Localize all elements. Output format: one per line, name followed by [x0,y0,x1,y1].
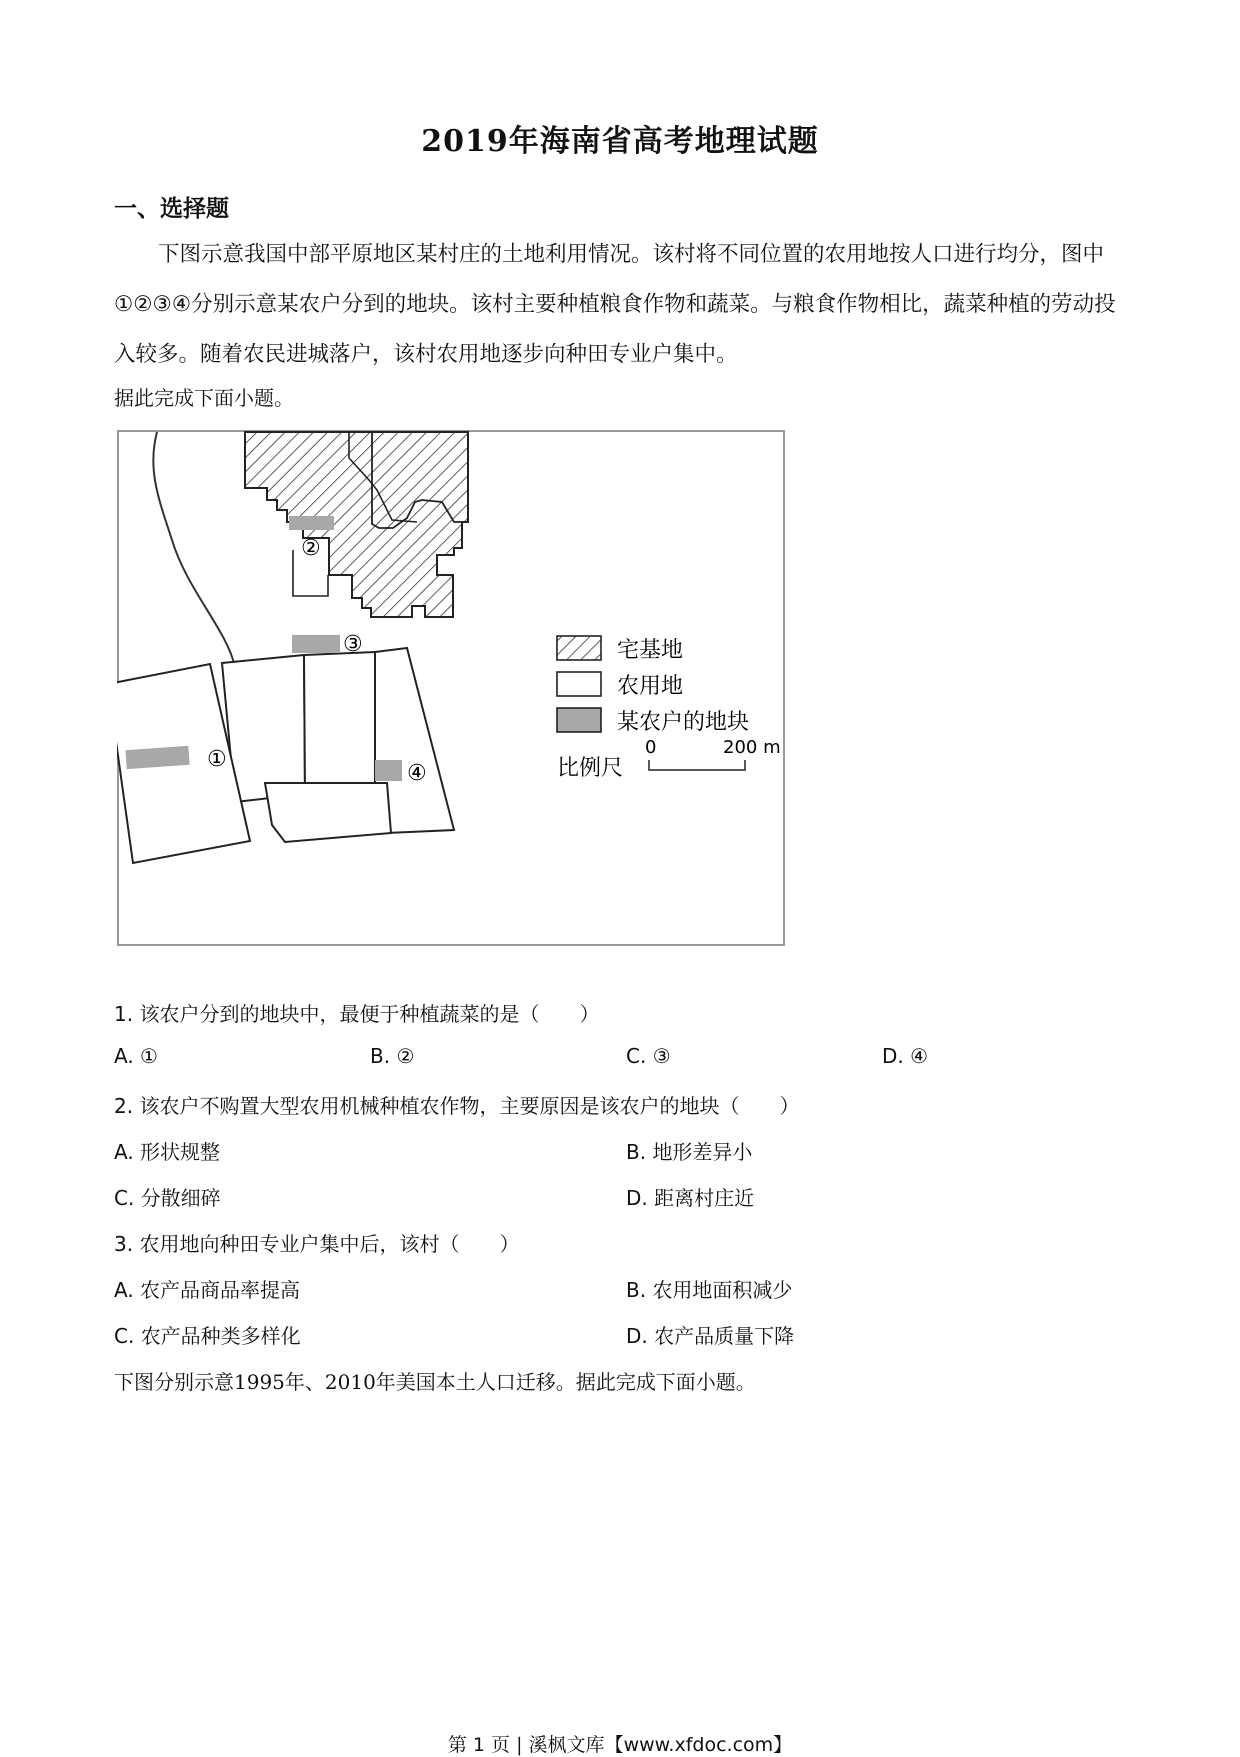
option-text: 分散细碎 [140,1186,221,1210]
scale-end: 200 m [723,737,781,758]
option-text: 地形差异小 [652,1140,753,1164]
option-letter: D. [626,1324,648,1348]
q2-option-c[interactable] [114,1182,221,1211]
footer-url[interactable]: 【www.xfdoc.com】 [604,1734,793,1756]
question-text: 该农户分到的地块中，最便于种植蔬菜的是（ ） [139,1002,600,1026]
legend-swatch-farmer-plot [557,708,601,732]
q3-option-c[interactable] [114,1320,301,1349]
legend-label-residential: 宅基地 [617,638,684,663]
plot-label-4: ④ [407,761,427,786]
q1-option-c[interactable] [626,1044,671,1068]
q2-option-b[interactable] [626,1136,752,1165]
option-letter: B. [626,1278,647,1302]
question-3 [114,1228,519,1257]
legend-swatch-residential [557,636,601,660]
land-use-map [117,430,785,946]
option-text: 农产品质量下降 [654,1324,795,1348]
question-number: 1. [114,1002,134,1026]
page-footer [0,1730,1240,1757]
footer-page-number: 1 [472,1734,485,1756]
q2-option-a[interactable] [114,1136,220,1165]
farmer-plot-2 [289,516,334,530]
question-text: 农用地向种田专业户集中后，该村（ ） [139,1232,520,1256]
option-text: ② [396,1044,415,1068]
question-number: 2. [114,1094,134,1118]
farmland-parcel [265,783,391,842]
question-text: 该农户不购置大型农用机械种植农作物，主要原因是该农户的地块（ ） [139,1094,800,1118]
option-letter: A. [114,1044,134,1068]
footer-suffix: 页 [491,1734,511,1756]
option-letter: A. [114,1140,134,1164]
q1-option-a[interactable] [114,1044,158,1068]
section-heading: 一、选择题 [114,196,229,222]
lead-text: 据此完成下面小题。 [114,386,294,410]
q3-option-d[interactable] [626,1320,794,1349]
option-letter: A. [114,1278,134,1302]
q3-option-b[interactable] [626,1274,792,1303]
footer-prefix: 第 [447,1734,467,1756]
farmer-plot-4 [375,760,402,781]
option-letter: C. [114,1186,135,1210]
scale-label: 比例尺 [557,756,624,781]
question-1 [114,998,599,1027]
footer-site-name: 溪枫文库 [528,1734,605,1756]
option-text: 农产品商品率提高 [140,1278,301,1302]
question-2 [114,1090,799,1119]
plot-label-2: ② [301,536,321,561]
option-letter: C. [114,1324,135,1348]
option-text: 距离村庄近 [654,1186,755,1210]
farmer-plot-3 [292,635,340,653]
footer-separator: | [516,1734,523,1756]
option-text: ④ [910,1044,929,1068]
plot-label-1: ① [207,747,227,772]
q1-option-d[interactable] [882,1044,928,1068]
legend-label-farmer-plot: 某农户的地块 [617,710,750,735]
option-text: 农用地面积减少 [652,1278,793,1302]
legend-label-farmland: 农用地 [617,674,684,699]
scale-start: 0 [645,737,657,758]
q3-option-a[interactable] [114,1274,300,1303]
q2-option-d[interactable] [626,1182,754,1211]
option-letter: D. [626,1186,648,1210]
option-letter: B. [370,1044,391,1068]
option-letter: C. [626,1044,647,1068]
page-title: 2019年海南省高考地理试题 [421,124,819,159]
question-number: 3. [114,1232,134,1256]
option-text: 形状规整 [140,1140,221,1164]
option-text: ① [140,1044,158,1068]
option-text: 农产品种类多样化 [140,1324,301,1348]
option-letter: B. [626,1140,647,1164]
legend-swatch-farmland [557,672,601,696]
intro-paragraph: 下图示意我国中部平原地区某村庄的土地利用情况。该村将不同位置的农用地按人口进行均分，图中①②③④分别示意某农户分到的地块。该村主要种植粮食作物和蔬菜。与粮食作物相比，蔬菜种植的劳动投入较多。随着农民进城落户，该村农用地逐步向种田专业户集中。 [114,242,1116,367]
lead-text-next: 下图分别示意1995年、2010年美国本土人口迁移。据此完成下面小题。 [114,1370,756,1394]
q1-option-b[interactable] [370,1044,414,1068]
plot-label-3: ③ [343,632,363,657]
option-text: ③ [652,1044,671,1068]
option-letter: D. [882,1044,904,1068]
farmland-parcel [304,652,375,798]
